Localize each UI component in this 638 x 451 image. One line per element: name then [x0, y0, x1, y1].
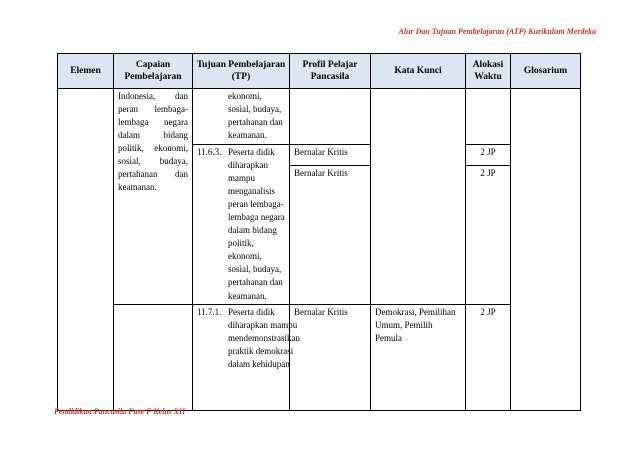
- cell-kata-kunci-empty: [371, 89, 466, 305]
- cell-alokasi: 2 JP: [466, 304, 511, 410]
- page-footer: Pendidikan Pancasila Fase F Kelas XII: [54, 407, 186, 416]
- cell-profil: Bernalar Kritis: [290, 165, 371, 304]
- cell-capaian-empty: [114, 304, 193, 410]
- header-capaian: Capaian Pembelajaran: [114, 54, 193, 89]
- tujuan-continued-text: ekonomi, sosial, budaya, pertahanan dan keamanan.: [228, 91, 283, 141]
- cell-tujuan: [193, 145, 290, 305]
- header-elemen: Elemen: [58, 54, 114, 89]
- table-header-row: [58, 54, 581, 89]
- page-header: Alur Dan Tujuan Pembelajaran (ATP) Kurikulum Merdeka: [398, 27, 596, 36]
- header-profil: Profil Pelajar Pancasila: [290, 54, 371, 89]
- atp-table: [57, 53, 581, 411]
- tp-code: 11.6.3.: [197, 147, 222, 157]
- cell-tujuan: [193, 304, 300, 410]
- cell-alokasi: 2 JP: [466, 165, 511, 304]
- tp-text: Peserta didik diharapkan mampu mendemonstrasikan praktik demokrasi dalam kehidupan: [228, 306, 300, 369]
- cell-alokasi-empty: [466, 89, 511, 145]
- header-kata-kunci: Kata Kunci: [371, 54, 466, 89]
- cell-alokasi: 2 JP: [466, 145, 511, 166]
- table-row: [58, 89, 581, 145]
- header-tujuan: Tujuan Pembelajaran (TP): [193, 54, 290, 89]
- header-glosarium: Glosarium: [511, 54, 581, 89]
- cell-profil: Bernalar Kritis: [290, 145, 371, 166]
- cell-elemen: [58, 89, 114, 411]
- cell-profil: Bernalar Kritis: [290, 304, 371, 410]
- cell-tujuan-continued: [193, 89, 290, 145]
- cell-profil-empty: [290, 89, 371, 145]
- cell-glosarium: [511, 89, 581, 411]
- header-alokasi: Alokasi Waktu: [466, 54, 511, 89]
- tp-code: 11.7.1.: [197, 306, 222, 317]
- capaian-text: Indonesia, dan peran lembaga-lembaga negara dalam bidang politik, ekonomi, sosial, budaya, pertahanan dan keamanan.: [118, 91, 188, 193]
- cell-kata-kunci: Demokrasi, Pemilihan Umum, Pemilih Pemula: [371, 304, 466, 410]
- cell-capaian: [114, 89, 193, 305]
- tp-text: Peserta didik diharapkan mampu menganalisis peran lembaga-lembaga negara dalam bidang politik, ekonomi, sosial, budaya, pertahanan dan keamanan.: [228, 147, 285, 301]
- table-row: [58, 304, 581, 410]
